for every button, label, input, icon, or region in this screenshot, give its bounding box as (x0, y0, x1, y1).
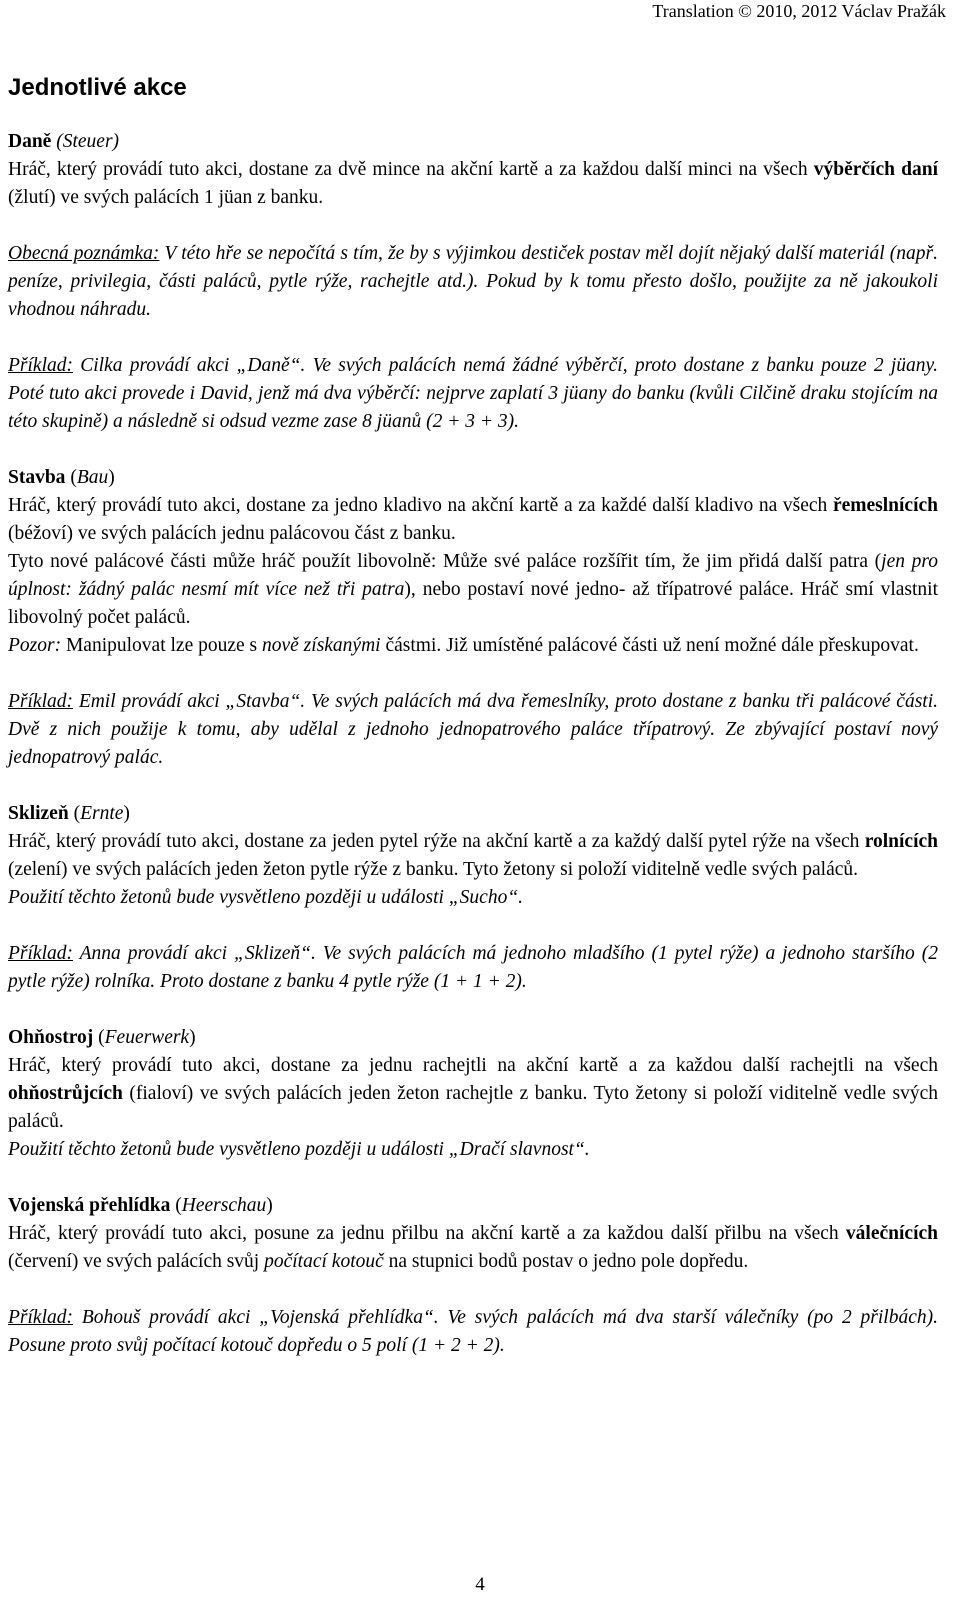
section-text-stavba: Hráč, který provádí tuto akci, dostane za jedno kladivo na akční kartě a za každé další kladivo na všech řemeslnících (béžoví) ve svých palácích jednu palácovou část z banku. (8, 495, 938, 544)
document-body (8, 128, 938, 1360)
warning-stavba: Pozor: Manipulovat lze pouze s nově získanými částmi. Již umístěné palácové části už není možné dále přeskupovat. (8, 635, 919, 656)
section-heading-ohnostroj: Ohňostroj (Feuerwerk) (8, 1027, 196, 1048)
page-number: 4 (475, 1574, 485, 1595)
section-text-prehlidka: Hráč, který provádí tuto akci, posune za jednu přilbu na akční kartě a za každou další přilbu na všech válečnících (červení) ve svých palácích svůj počítací kotouč na stupnici bodů postav o jedno pole dopředu. (8, 1223, 938, 1272)
section-text-stavba-2: Tyto nové palácové části může hráč použít libovolně: Může své paláce rozšířit tím, že jim přidá další patra (jen pro úplnost: žádný palác nesmí mít více než tři patra), nebo postaví nové jedno- až třípatrové paláce. Hráč smí vlastnit libovolný počet paláců. (8, 551, 939, 628)
section-heading-dane: Daně (Steuer) (8, 131, 120, 152)
section-heading-prehlidka: Vojenská přehlídka (Heerschau) (8, 1195, 273, 1216)
general-note: Obecná poznámka: V této hře se nepočítá s tím, že by s výjimkou destiček postav měl dojít nějaký další materiál (např. peníze, privilegia, části paláců, pytle rýže, rachejtle atd.). Pokud by k tomu přesto došlo, použijte za ně jakoukoli vhodnou náhradu. (8, 243, 938, 320)
example-stavba: Příklad: Emil provádí akci „Stavba“. Ve svých palácích má dva řemeslníky, proto dostane z banku tři palácové části. Dvě z nich použije k tomu, aby udělal z jednoho jednopatrového paláce třípatrový. Ze zbývající postaví nový jednopatrový palác. (8, 691, 938, 768)
section-text-sklizen: Hráč, který provádí tuto akci, dostane za jeden pytel rýže na akční kartě a za každý další pytel rýže na všech rolnících (zelení) ve svých palácích jeden žeton pytle rýže z banku. Tyto žetony si položí viditelně vedle svých paláců. (8, 831, 938, 880)
example-dane: Příklad: Cilka provádí akci „Daně“. Ve svých palácích nemá žádné výběrčí, proto dostane z banku pouze 2 jüany. Poté tuto akci provede i David, jenž má dva výběrčí: nejprve zaplatí 3 jüany do banku (kvůli Cilčině draku stojícím na této skupině) a následně si odsud vezme zase 8 jüanů (2 + 3 + 3). (8, 355, 938, 432)
example-sklizen: Příklad: Anna provádí akci „Sklizeň“. Ve svých palácích má jednoho mladšího (1 pytel rýže) a jednoho staršího (2 pytle rýže) rolníka. Proto dostane z banku 4 pytle rýže (1 + 1 + 2). (8, 943, 938, 992)
example-prehlidka: Příklad: Bohouš provádí akci „Vojenská přehlídka“. Ve svých palácích má dva starší válečníky (po 2 přilbách). Posune proto svůj počítací kotouč dopředu o 5 polí (1 + 2 + 2). (8, 1307, 938, 1356)
section-text-dane: Hráč, který provádí tuto akci, dostane za dvě mince na akční kartě a za každou další minci na všech výběrčích daní (žlutí) ve svých palácích 1 jüan z banku. (8, 159, 938, 208)
usage-note-sklizen: Použití těchto žetonů bude vysvětleno později u události „Sucho“. (8, 887, 524, 908)
page-title: Jednotlivé akce (8, 74, 187, 101)
usage-note-ohnostroj: Použití těchto žetonů bude vysvětleno později u události „Dračí slavnost“. (8, 1139, 590, 1160)
page-header: Translation © 2010, 2012 Václav Pražák (652, 1, 946, 21)
section-text-ohnostroj: Hráč, který provádí tuto akci, dostane za jednu rachejtli na akční kartě a za každou další rachejtli na všech ohňostrůjcích (fialoví) ve svých palácích jeden žeton rachejtle z banku. Tyto žetony si položí viditelně vedle svých paláců. (8, 1055, 938, 1132)
section-heading-stavba: Stavba (Bau) (8, 467, 115, 488)
section-heading-sklizen: Sklizeň (Ernte) (8, 803, 130, 824)
